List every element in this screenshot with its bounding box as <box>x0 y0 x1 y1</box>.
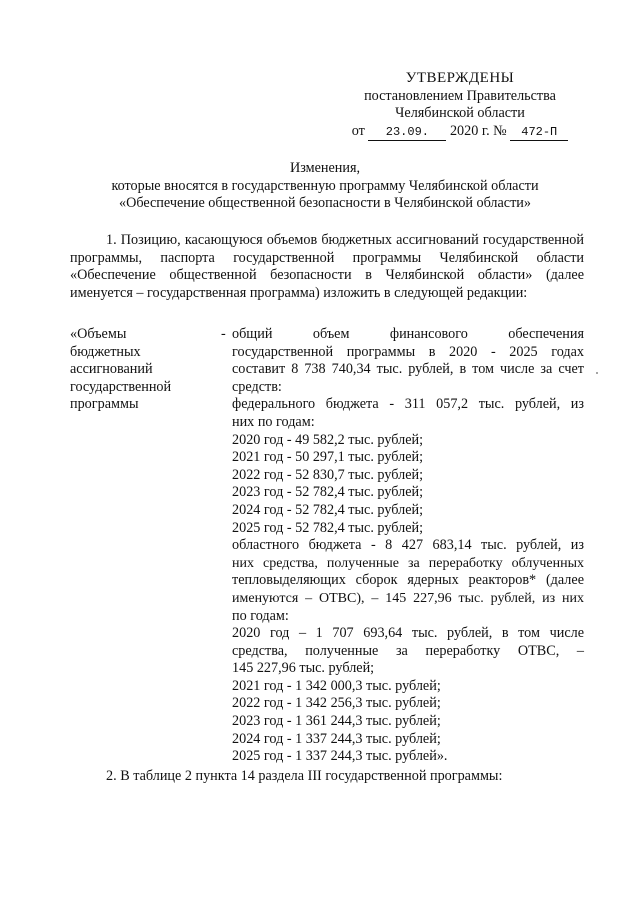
content-line: 2021 год - 1 342 000,3 тыс. рублей; <box>232 677 441 694</box>
content-line: 2025 год - 1 337 244,3 тыс. рублей». <box>232 748 448 765</box>
scan-speck <box>596 372 598 374</box>
content-line: 2022 год - 52 830,7 тыс. рублей; <box>232 466 424 483</box>
content-line: 2025 год - 52 782,4 тыс. рублей; <box>232 519 424 536</box>
heading-line-2: которые вносятся в государственную программу Челябинской области <box>111 177 539 194</box>
approval-title: УТВЕРЖДЕНЫ <box>405 70 515 86</box>
content-line: тепловыделяющих сборок ядерных реакторов* (далее <box>232 572 584 589</box>
intro-section <box>70 232 584 302</box>
position-dash: - <box>221 326 226 342</box>
content-line: средства, полученные за переработку ОТВС, – <box>232 642 584 659</box>
position-content <box>232 326 584 766</box>
content-line: 2020 год – 1 707 693,64 тыс. рублей, в том числе <box>232 625 584 642</box>
approval-from-label: от <box>351 122 365 139</box>
content-line: именуются – ОТВС), – 145 227,96 тыс. рублей, из них <box>232 590 584 606</box>
approval-number-fill: 472-П <box>510 125 568 141</box>
content-line: 2024 год - 52 782,4 тыс. рублей; <box>232 501 424 518</box>
position-label <box>70 326 210 414</box>
approval-line-2: Челябинской области <box>395 105 525 122</box>
content-line: 2023 год - 1 361 244,3 тыс. рублей; <box>232 713 441 730</box>
document-heading <box>70 160 580 213</box>
position-label-line: бюджетных <box>70 343 141 360</box>
content-line: них по годам: <box>232 413 315 430</box>
position-label-line: государственной <box>70 378 172 395</box>
content-line: государственной программы в 2020 - 2025 годах <box>232 343 584 360</box>
position-label-line: программы <box>70 396 139 413</box>
content-line: федерального бюджета - 311 057,2 тыс. рублей, из <box>232 396 584 413</box>
content-line: 2022 год - 1 342 256,3 тыс. рублей; <box>232 695 441 712</box>
content-line: областного бюджета - 8 427 683,14 тыс. рублей, из <box>232 537 584 554</box>
approval-date-line <box>340 123 580 141</box>
paragraph-2: 2. В таблице 2 пункта 14 раздела III государственной программы: <box>106 768 503 784</box>
approval-date-fill: 23.09. <box>368 125 446 141</box>
content-line: 2023 год - 52 782,4 тыс. рублей; <box>232 484 424 501</box>
content-line: средств: <box>232 378 282 395</box>
position-label-line: «Объемы <box>70 326 127 342</box>
approval-stamp <box>340 70 580 141</box>
position-label-line: ассигнований <box>70 361 153 378</box>
content-line: по годам: <box>232 607 289 624</box>
content-line: 2021 год - 50 297,1 тыс. рублей; <box>232 449 424 466</box>
heading-line-3: «Обеспечение общественной безопасности в Челябинской области» <box>118 195 531 212</box>
content-line: 2020 год - 49 582,2 тыс. рублей; <box>232 431 424 448</box>
approval-year-text: 2020 г. № <box>449 122 507 139</box>
content-line: 2024 год - 1 337 244,3 тыс. рублей; <box>232 730 441 747</box>
content-line: них средства, полученные за переработку облученных <box>232 555 584 571</box>
intro-paragraph: 1. Позицию, касающуюся объемов бюджетных ассигнований государственной программы, паспорта государственной программы Челябинской области «Обеспечение общественной безопасности в Челябинской области» (далее именуется – государственная программа) изложить в следующей редакции: <box>70 232 584 301</box>
content-line: общий объем финансового обеспечения <box>232 326 584 342</box>
content-line: составит 8 738 740,34 тыс. рублей, в том числе за счет <box>232 361 584 378</box>
approval-line-1: постановлением Правительства <box>364 87 556 104</box>
content-line: 145 227,96 тыс. рублей; <box>232 660 375 677</box>
heading-line-1: Изменения, <box>289 160 361 176</box>
